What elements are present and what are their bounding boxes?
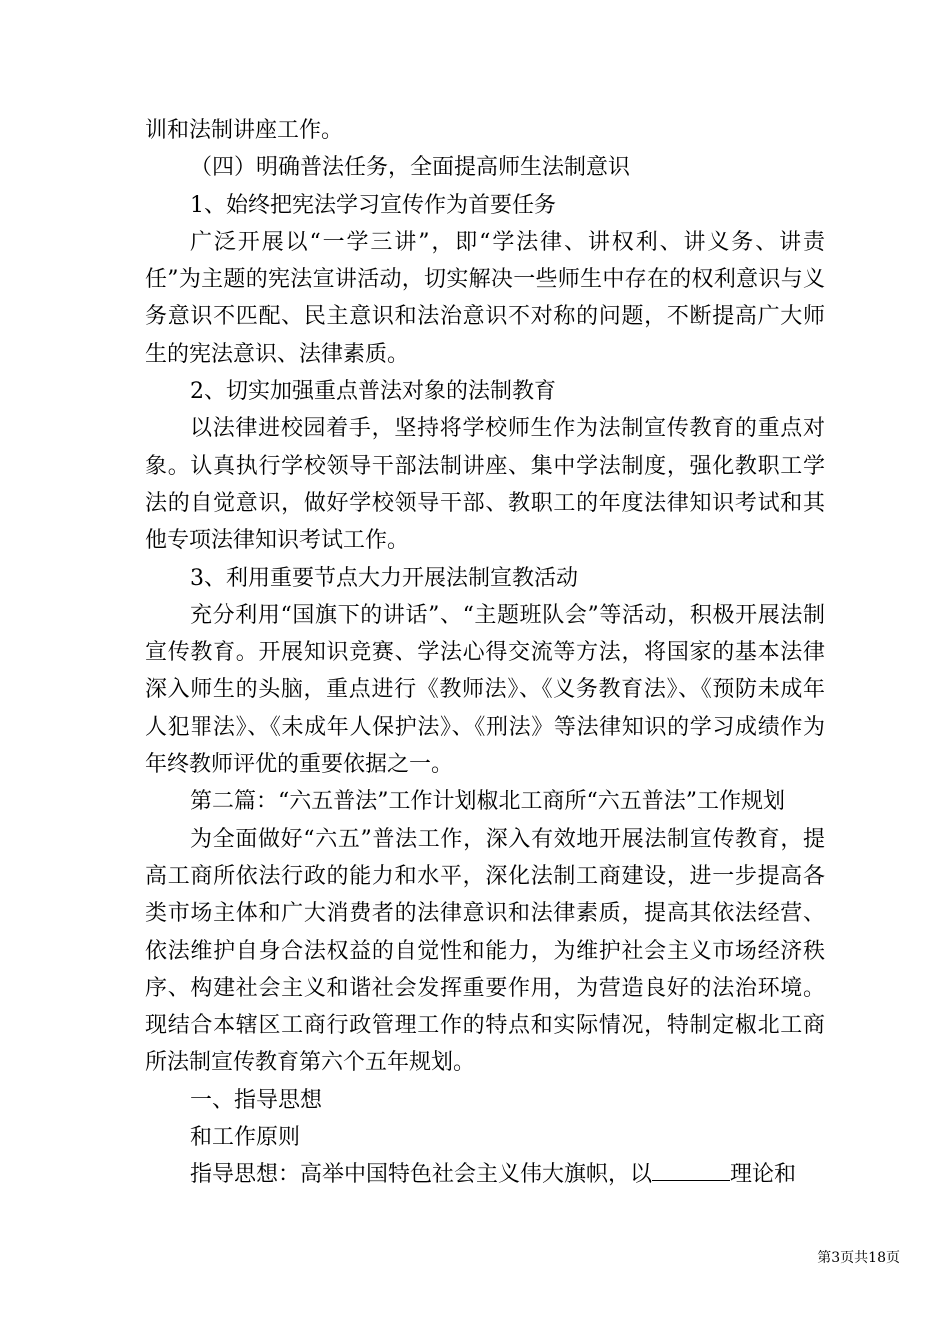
paragraph-6-start: 指导思想：高举中国特色社会主义伟大旗帜，以 <box>190 1162 653 1188</box>
subheading-1: 1、始终把宪法学习宣传作为首要任务 <box>190 192 556 218</box>
paragraph-5: 为全面做好“六五”普法工作，深入有效地开展法制宣传教育，提高工商所依法行政的能力和水平，深化法制工商建设，进一步提高各类市场主体和广大消费者的法律意识和法律素质，提高其依法经营、依法维护自身合法权益的自觉性和能力，为维护社会主义市场经济秩序、构建社会主义和谐社会发挥重要作用，为营造良好的法治环境。现结合本辖区工商行政管理工作的特点和实际情况，特制定椒北工商所法制宣传教育第六个五年规划。 <box>145 826 825 1076</box>
section-heading-4: （四）明确普法任务，全面提高师生法制意识 <box>190 155 631 181</box>
subheading-3: 3、利用重要节点大力开展法制宣教活动 <box>190 565 578 591</box>
paragraph-6-end: 理论和 <box>730 1162 797 1188</box>
paragraph-4: 充分利用“国旗下的讲话”、“主题班队会”等活动，积极开展法制宣传教育。开展知识竞赛、学法心得交流等方法，将国家的基本法律深入师生的头脑，重点进行《教师法》、《义务教育法》、《预防未成年人犯罪法》、《未成年人保护法》、《刑法》等法律知识的学习成绩作为年终教师评优的重要依据之一。 <box>145 602 825 778</box>
paragraph-1: 训和法制讲座工作。 <box>145 118 344 143</box>
heading-work-principle: 和工作原则 <box>190 1125 301 1151</box>
document-body <box>145 112 825 1194</box>
subheading-2: 2、切实加强重点普法对象的法制教育 <box>190 379 556 405</box>
heading-guiding-thought: 一、指导思想 <box>190 1087 323 1113</box>
paragraph-2: 广泛开展以“一学三讲”，即“学法律、讲权利、讲义务、讲责任”为主题的宪法宣讲活动，切实解决一些师生中存在的权利意识与义务意识不匹配、民主意识和法治意识不对称的问题，不断提高广大师生的宪法意识、法律素质。 <box>145 229 825 367</box>
chapter-title-2: 第二篇：“六五普法”工作计划椒北工商所“六五普法”工作规划 <box>190 789 785 815</box>
page-number: 第3页共18页 <box>817 1250 900 1266</box>
paragraph-6 <box>145 1156 825 1193</box>
paragraph-3: 以法律进校园着手，坚持将学校师生作为法制宣传教育的重点对象。认真执行学校领导干部法制讲座、集中学法制度，强化教职工学法的自觉意识，做好学校领导干部、教职工的年度法律知识考试和其他专项法律知识考试工作。 <box>145 416 825 554</box>
fill-in-blank <box>652 1162 730 1181</box>
